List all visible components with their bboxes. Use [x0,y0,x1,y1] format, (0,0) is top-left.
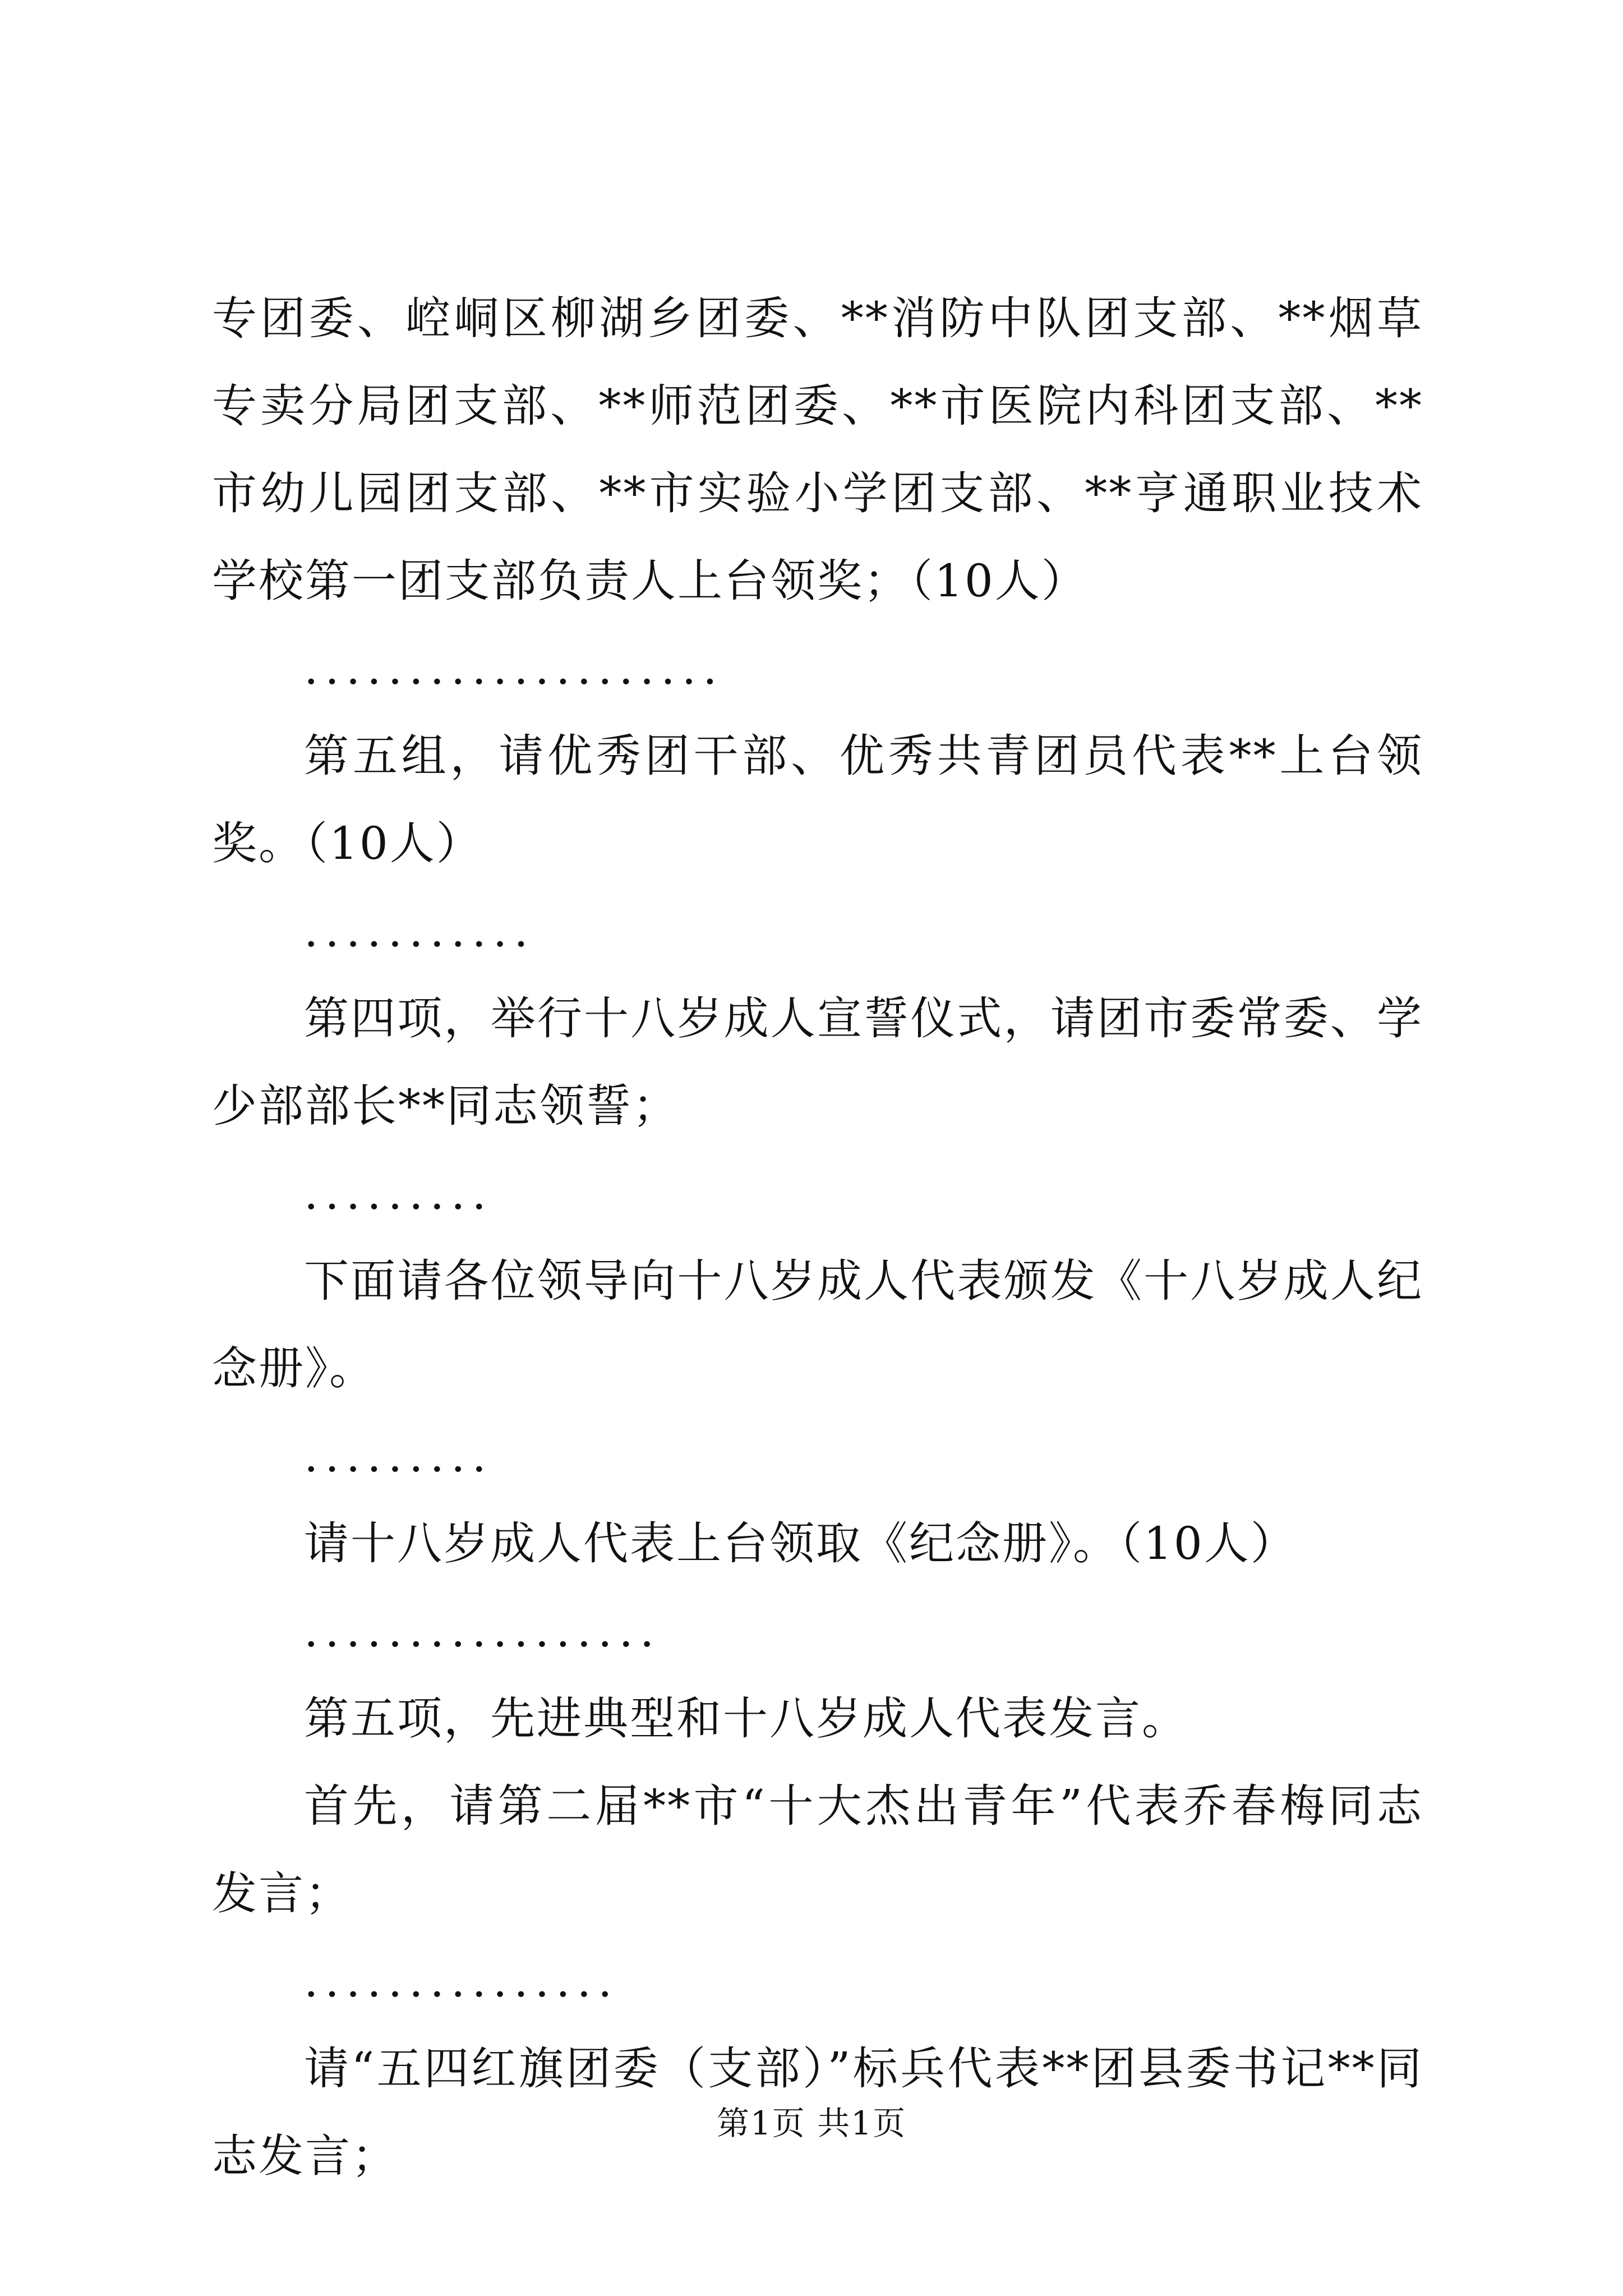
page-footer: 第1页 共1页 [716,2104,907,2142]
ellipsis-line: ............... [304,1955,619,2007]
paragraph-item-four: 第四项，举行十八岁成人宣誓仪式，请团市委常委、学少部部长**同志领誓； [212,992,1423,1132]
paragraph-receive-book: 请十八岁成人代表上台领取《纪念册》。（10人） [304,1517,1297,1570]
document-body [212,275,1423,2200]
ellipsis-line: ........... [304,905,535,957]
ellipsis-line: ................. [304,1605,661,1657]
paragraph-award-list: 专团委、崆峒区柳湖乡团委、**消防中队团支部、**烟草专卖分局团支部、**师范团委、**市医院内科团支部、**市幼儿园团支部、**市实验小学团支部、**亨通职业技术学校第一团支部负责人上台领奖；（10人） [212,292,1423,607]
paragraph-item-five: 第五项，先进典型和十八岁成人代表发言。 [304,1692,1188,1745]
ellipsis-line: ......... [304,1430,493,1482]
paragraph-second-speaker: 请“五四红旗团委（支部）”标兵代表**团县委书记**同志发言； [212,2042,1423,2182]
ellipsis-line: .................... [304,642,724,694]
paragraph-first-speaker: 首先，请第二届**市“十大杰出青年”代表乔春梅同志发言； [212,1780,1423,1920]
ellipsis-line: ......... [304,1167,493,1220]
paragraph-group-five: 第五组，请优秀团干部、优秀共青团员代表**上台领奖。（10人） [212,730,1423,869]
paragraph-commemorative-book: 下面请各位领导向十八岁成人代表颁发《十八岁成人纪念册》。 [212,1255,1423,1395]
